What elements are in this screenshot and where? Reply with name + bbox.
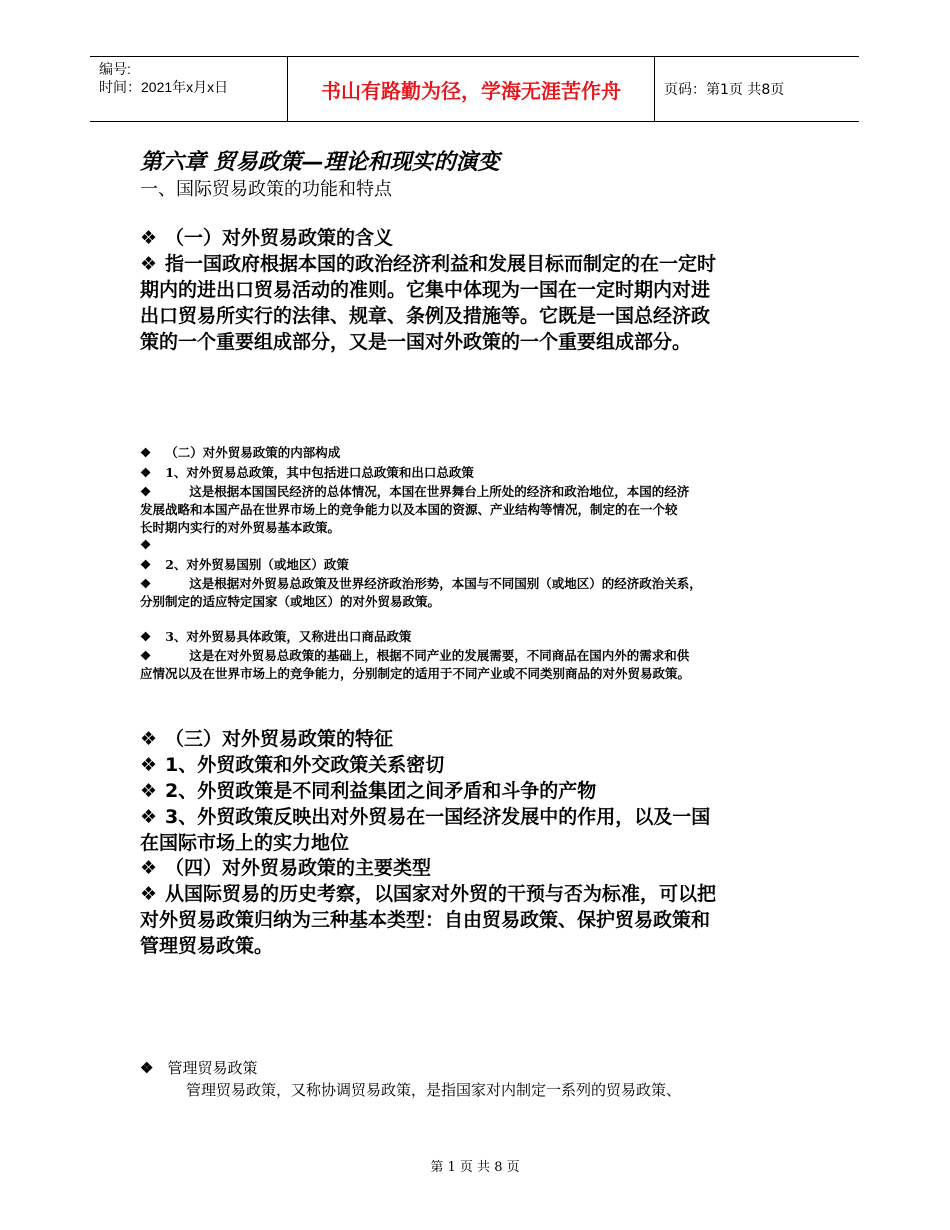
section-d-title: （四）对外贸易政策的主要类型 (165, 857, 432, 879)
section-d-line-1 (140, 879, 716, 906)
header-table (90, 56, 859, 122)
section-a-title: （一）对外贸易政策的含义 (165, 227, 394, 249)
section-b-item-2 (140, 555, 349, 573)
bullet-icon: ❖ (140, 648, 152, 663)
section-b-item-3-desc-1 (140, 646, 689, 664)
section-b-item-3 (140, 627, 411, 645)
section-e-line-1: 管理贸易政策，又称协调贸易政策，是指国家对内制定一系列的贸易政策、 (186, 1081, 682, 1099)
section-d-title-line (140, 853, 431, 880)
bullet-icon: ❖ (140, 576, 152, 591)
section-d-line-3: 管理贸易政策。 (140, 935, 274, 957)
bullet-icon: ❖ (140, 754, 158, 776)
bullet-icon: ❖ (140, 857, 158, 879)
bullet-icon: ❖ (140, 484, 152, 499)
section-c-item-3-text: 3、外贸政策反映出对外贸易在一国经济发展中的作用，以及一国 (165, 806, 711, 828)
section-b-item-2-desc-1-text: 这是根据对外贸易总政策及世界经济政治形势，本国与不同国别（或地区）的经济政治关系， (189, 576, 702, 591)
section-a-line-4: 策的一个重要组成部分，又是一国对外政策的一个重要组成部分。 (140, 331, 692, 353)
bullet-icon: ❖ (140, 253, 158, 275)
section-b-item-1-desc-3: 长时期内实行的对外贸易基本政策。 (140, 520, 341, 535)
section-b-item-2-text: 2、对外贸易国别（或地区）政策 (165, 557, 349, 572)
bullet-icon: ❖ (140, 445, 152, 460)
page-footer: 第 1 页 共 8 页 (430, 1160, 520, 1175)
section-d-text-1: 从国际贸易的历史考察，以国家对外贸的干预与否为标准，可以把 (165, 883, 717, 905)
bullet-icon: ❖ (140, 629, 152, 644)
bullet-icon: ❖ (140, 537, 152, 552)
section-a-text-1: 指一国政府根据本国的政治经济利益和发展目标而制定的在一定时 (165, 253, 717, 275)
section-b-item-1-desc-2: 发展战略和本国产品在世界市场上的竞争能力以及本国的资源、产业结构等情况，制定的在一个较 (140, 502, 678, 517)
bullet-icon: ❖ (140, 806, 158, 828)
section-c-item-1 (140, 750, 444, 777)
section-b-item-3-desc-2: 应情况以及在世界市场上的竞争能力，分别制定的适用于不同产业或不同类别商品的对外贸易政策。 (140, 666, 691, 681)
bullet-icon: ❖ (140, 227, 158, 249)
section-b-title-line (140, 443, 340, 461)
header-page-label: 页码：第1页 共8页 (664, 82, 785, 98)
section-c-item-3 (140, 802, 710, 829)
chapter-title: 第六章 贸易政策—理论和现实的演变 (140, 150, 500, 175)
section-b-item-1-desc-1 (140, 482, 689, 500)
bullet-icon: ❖ (140, 1059, 154, 1077)
section-b-item-2-desc-2: 分别制定的适应特定国家（或地区）的对外贸易政策。 (140, 594, 441, 609)
section-b-item-3-desc-1-text: 这是在对外贸易总政策的基础上，根据不同产业的发展需要，不同商品在国内外的需求和供 (189, 648, 690, 663)
section-heading: 一、国际贸易政策的功能和特点 (140, 179, 392, 200)
bullet-icon: ❖ (140, 780, 158, 802)
doc-number-label: 编号: (99, 61, 131, 77)
section-c-title: （三）对外贸易政策的特征 (165, 728, 394, 750)
section-a-line-3: 出口贸易所实行的法律、规章、条例及措施等。它既是一国总经济政 (140, 305, 711, 327)
section-c-item-1-text: 1、外贸政策和外交政策关系密切 (165, 754, 445, 776)
section-c-item-3-cont: 在国际市场上的实力地位 (140, 832, 350, 854)
section-e-title: 管理贸易政策 (167, 1059, 258, 1077)
section-a-line-1 (140, 249, 716, 276)
section-b-item-3-text: 3、对外贸易具体政策，又称进出口商品政策 (165, 629, 412, 644)
bullet-icon: ❖ (140, 557, 152, 572)
section-b-item-1-desc-1-text: 这是根据本国国民经济的总体情况，本国在世界舞台上所处的经济和政治地位，本国的经济 (189, 484, 690, 499)
section-b-title: （二）对外贸易政策的内部构成 (165, 445, 341, 460)
section-c-item-2-text: 2、外贸政策是不同利益集团之间矛盾和斗争的产物 (165, 780, 597, 802)
section-c-item-2 (140, 776, 596, 803)
header-motto: 书山有路勤为径，学海无涯苦作舟 (287, 57, 655, 121)
section-a-title-line (140, 223, 393, 250)
section-b-item-1-text: 1、对外贸易总政策，其中包括进口总政策和出口总政策 (165, 465, 474, 480)
section-c-title-line (140, 724, 393, 751)
bullet-icon: ❖ (140, 728, 158, 750)
section-b-item-1 (140, 463, 474, 481)
section-d-line-2: 对外贸易政策归纳为三种基本类型：自由贸易政策、保护贸易政策和 (140, 909, 711, 931)
header-meta (90, 57, 287, 121)
empty-bullet (140, 537, 159, 552)
bullet-icon: ❖ (140, 883, 158, 905)
bullet-icon: ❖ (140, 465, 152, 480)
section-e-title-line (140, 1057, 257, 1078)
doc-time-label: 时间：2021年x月x日 (99, 79, 229, 95)
section-b-item-2-desc-1 (140, 574, 702, 592)
section-a-line-2: 期内的进出口贸易活动的准则。它集中体现为一国在一定时期内对进 (140, 279, 711, 301)
